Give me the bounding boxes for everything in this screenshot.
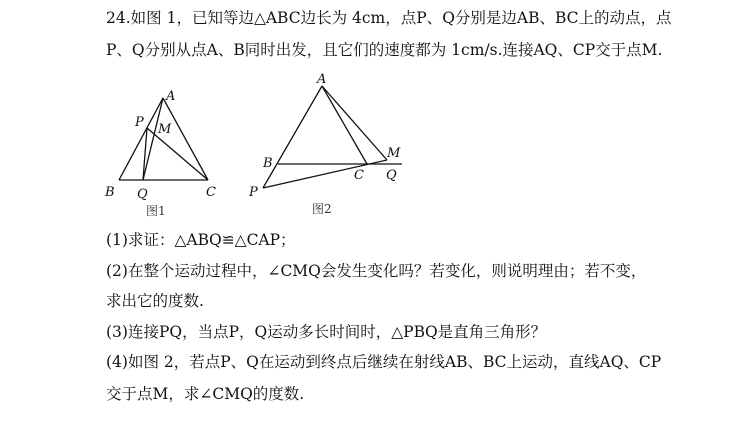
question-3: (3)连接PQ，当点P，Q运动多长时间时，△PBQ是直角三角形？: [106, 323, 547, 341]
question-2-continued: 求出它的度数.: [106, 292, 204, 310]
fig2-label-q: Q: [386, 168, 397, 183]
question-4: (4)如图 2，若点P、Q在运动到终点后继续在射线AB、BC上运动，直线AQ、CP: [106, 353, 662, 371]
fig2-line-aq: [322, 86, 387, 160]
fig1-label-q: Q: [137, 187, 148, 202]
figure-2: [263, 86, 402, 188]
fig1-label-p: P: [135, 115, 144, 130]
fig2-label-b: B: [263, 156, 273, 171]
fig2-side-ac: [322, 86, 367, 164]
problem-line-1: 24.如图 1，已知等边△ABC边长为 4cm，点P、Q分别是边AB、BC上的动点，点: [106, 9, 672, 27]
fig1-label-m: M: [158, 122, 172, 137]
fig1-label-a: A: [166, 89, 176, 104]
fig1-label-c: C: [206, 185, 216, 200]
fig1-side-ab: [119, 98, 163, 180]
question-4-continued: 交于点M，求∠CMQ的度数.: [106, 385, 305, 403]
fig2-label-p: P: [249, 185, 258, 200]
fig1-side-ac: [163, 98, 208, 180]
fig2-label-a: A: [317, 72, 327, 87]
fig2-ray-ab: [263, 86, 322, 188]
fig1-segment-cp: [147, 128, 208, 180]
fig1-caption: 图1: [146, 204, 166, 218]
fig2-label-m: M: [387, 146, 401, 161]
question-1: (1)求证：△ABQ≌△CAP；: [106, 231, 296, 249]
fig2-caption: 图2: [312, 202, 332, 216]
fig1-label-b: B: [105, 185, 115, 200]
question-2: (2)在整个运动过程中，∠CMQ会发生变化吗？若变化，则说明理由；若不变，: [106, 262, 647, 280]
figure-1: [119, 98, 208, 180]
fig2-label-c: C: [354, 168, 364, 183]
problem-line-2: P、Q分别从点A、B同时出发，且它们的速度都为 1cm/s.连接AQ、CP交于点M.: [106, 41, 663, 59]
